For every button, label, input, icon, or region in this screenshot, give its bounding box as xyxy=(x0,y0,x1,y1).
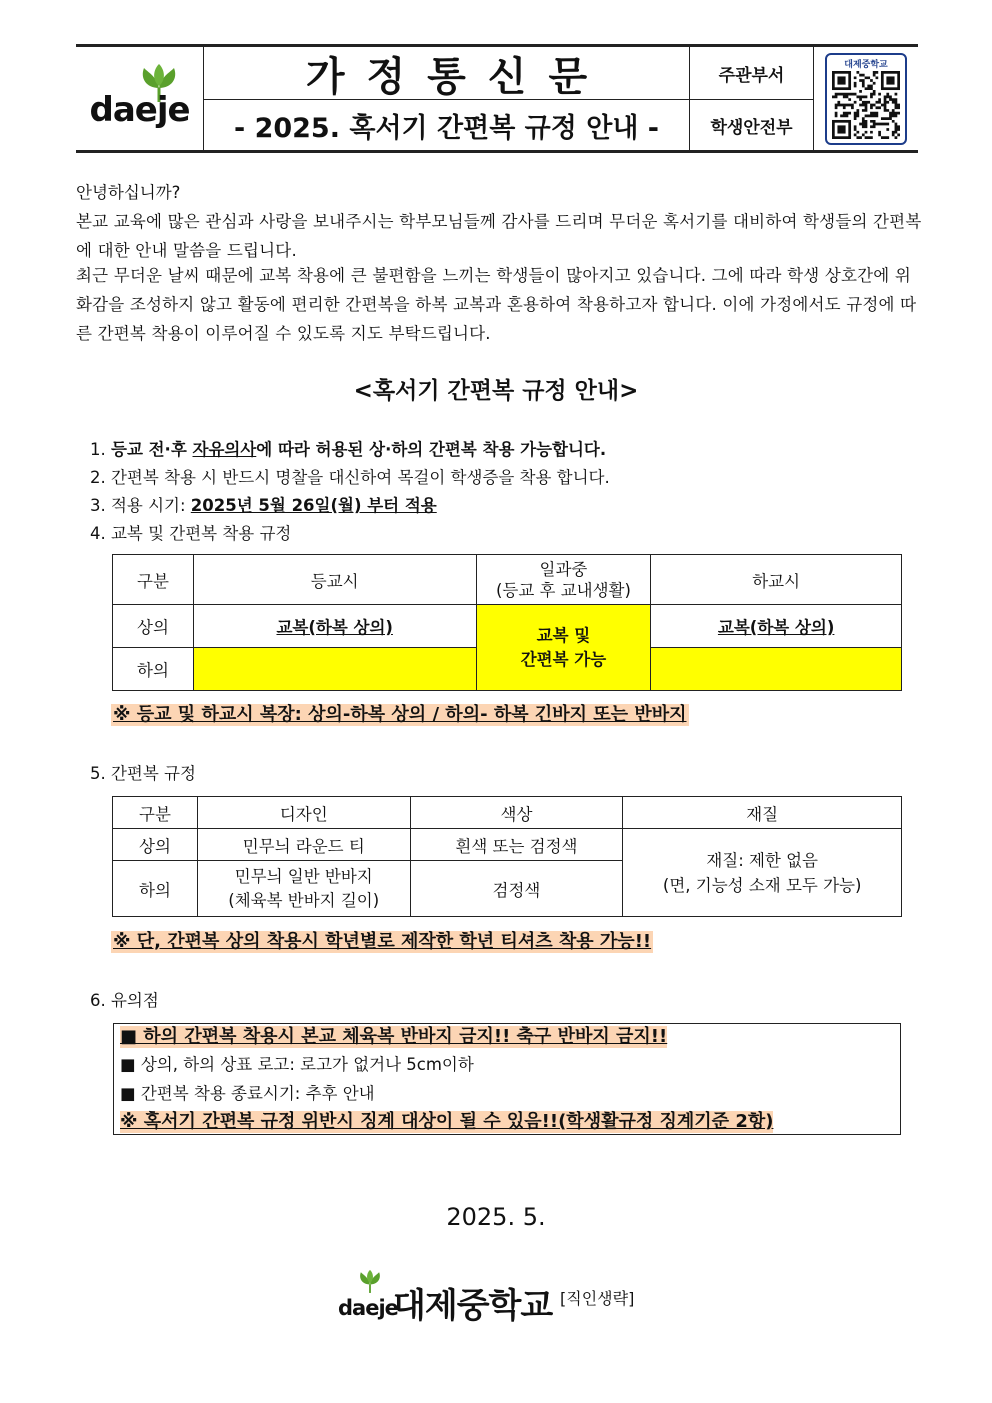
item-5: 5. 간편복 규정 xyxy=(90,764,196,783)
dept-label: 주관부서 xyxy=(690,47,813,100)
qr-frame[interactable] xyxy=(825,53,907,145)
footer-logo xyxy=(338,1268,398,1328)
note-class-tshirt: ※ 단, 간편복 상의 착용시 학년별로 제작한 학년 티셔츠 착용 가능!! xyxy=(113,931,652,952)
t1-day-cell xyxy=(476,605,651,691)
dept-cell xyxy=(690,47,814,150)
qr-finder-1 xyxy=(886,76,894,84)
dept-name: 학생안전부 xyxy=(710,117,793,138)
header xyxy=(76,47,918,150)
qr-code-icon[interactable] xyxy=(832,71,900,139)
t1-header-day xyxy=(476,555,651,605)
footer-signature xyxy=(338,1268,668,1332)
item-3-label: 3. 적용 시기: xyxy=(90,496,191,515)
caution-4: ※ 혹서기 간편복 규정 위반시 징계 대상이 될 수 있음!!(학생활규정 징계기준 2항) xyxy=(120,1111,774,1132)
t2-material-line2: (면, 기능성 소재 모두 가능) xyxy=(662,875,862,895)
item-1-part-b: 자유의사 xyxy=(192,440,257,459)
note-uniform: ※ 등교 및 하교시 복장: 상의-하복 상의 / 하의- 하복 긴바지 또는 반바지 xyxy=(113,704,687,725)
item-1-part-c: 에 따라 허용된 상·하의 간편복 착용 가능합니다. xyxy=(256,440,607,459)
t1-top-arrive: 교복(하복 상의) xyxy=(193,605,476,648)
t1-header-gubun: 구분 xyxy=(113,555,194,605)
t2-bottom-design xyxy=(197,861,410,917)
t1-header-arrive: 등교시 xyxy=(193,555,476,605)
t1-row-top: 상의 xyxy=(113,605,194,648)
footer-ginkgo-leaf-icon xyxy=(356,1268,384,1296)
t1-day-line1: 교복 및 xyxy=(536,625,591,645)
t2-top-color: 흰색 또는 검정색 xyxy=(410,829,623,861)
cautions-box xyxy=(113,1023,901,1135)
school-logo xyxy=(90,64,190,134)
uniform-rule-table xyxy=(112,554,902,691)
t2-bottom-color: 검정색 xyxy=(410,861,623,917)
t2-material-line1: 재질: 제한 없음 xyxy=(706,850,818,870)
section-title: <혹서기 간편복 규정 안내> xyxy=(353,378,639,404)
item-3-date: 2025년 5월 26일(월) 부터 적용 xyxy=(190,496,437,515)
t2-row-bottom: 하의 xyxy=(113,861,198,917)
intro-paragraph-1: 본교 교육에 많은 관심과 사랑을 보내주시는 학부모님들께 감사를 드리며 무더운 혹서기를 대비하여 학생들의 간편복에 대한 안내 말씀을 드립니다. xyxy=(76,212,922,260)
t2-header-design: 디자인 xyxy=(197,797,410,829)
item-2: 2. 간편복 착용 시 반드시 명찰을 대신하여 목걸이 학생증을 착용 합니다. xyxy=(90,468,610,487)
t1-header-leave: 하교시 xyxy=(651,555,902,605)
casual-wear-table xyxy=(112,796,902,917)
header-bottom-rule xyxy=(76,150,918,153)
t1-header-day-line1: 일과중 xyxy=(539,559,588,579)
item-3 xyxy=(90,492,437,520)
t2-bottom-design-line1: 민무늬 일반 반바지 xyxy=(234,866,373,886)
t1-row-bottom: 하의 xyxy=(113,648,194,691)
t1-top-leave: 교복(하복 상의) xyxy=(651,605,902,648)
qr-finder-2 xyxy=(837,125,845,133)
t2-row-top: 상의 xyxy=(113,829,198,861)
logo-text: daeje xyxy=(89,89,190,130)
t1-bottom-leave xyxy=(651,648,902,691)
logo-cell xyxy=(76,47,204,150)
t2-header-material: 재질 xyxy=(623,797,902,829)
t2-top-design: 민무늬 라운드 티 xyxy=(197,829,410,861)
item-1 xyxy=(90,436,606,464)
footer-stamp: [직인생략] xyxy=(560,1289,635,1308)
page-subtitle: - 2025. 혹서기 간편복 규정 안내 - xyxy=(233,112,660,144)
caution-3: ■ 간편복 착용 종료시기: 추후 안내 xyxy=(120,1084,375,1103)
item-6: 6. 유의점 xyxy=(90,991,159,1010)
page-title: 가정통신문 xyxy=(204,47,689,100)
t1-day-line2: 간편복 가능 xyxy=(520,649,607,669)
qr-cell xyxy=(814,47,918,150)
qr-caption: 대제중학교 xyxy=(844,59,888,70)
t2-material-cell xyxy=(623,829,902,917)
intro-paragraph-2: 최근 무더운 날씨 때문에 교복 착용에 큰 불편함을 느끼는 학생들이 많아지고 있습니다. 그에 따라 학생 상호간에 위화감을 조성하지 않고 활동에 편리한 간편복을 하복 교복과 혼용하여 착용하고자 합니다. 이에 가정에서도 규정에 따른 간편복 착용이 이루어질 수 있도록 지도 부탁드립니다. xyxy=(76,266,917,343)
t2-bottom-design-line2: (체육복 반바지 길이) xyxy=(228,890,380,910)
t2-header-color: 색상 xyxy=(410,797,623,829)
footer-logo-text: daeje xyxy=(338,1296,398,1320)
item-1-part-a: 등교 전·후 xyxy=(111,440,193,459)
caution-1: ■ 하의 간편복 착용시 본교 체육복 반바지 금지!! 축구 반바지 금지!! xyxy=(120,1026,668,1047)
footer-school-name: 대제중학교 xyxy=(393,1286,553,1326)
qr-finder-0 xyxy=(837,76,845,84)
title-cell xyxy=(204,47,690,150)
t2-header-gubun: 구분 xyxy=(113,797,198,829)
item-1-number: 1. xyxy=(90,440,106,459)
issue-date: 2025. 5. xyxy=(446,1203,546,1231)
t1-header-day-line2: (등교 후 교내생활) xyxy=(495,580,631,600)
caution-2: ■ 상의, 하의 상표 로고: 로고가 없거나 5cm이하 xyxy=(120,1055,474,1074)
greeting: 안녕하십니까? xyxy=(76,183,181,202)
item-4: 4. 교복 및 간편복 착용 규정 xyxy=(90,524,292,543)
t1-bottom-arrive xyxy=(193,648,476,691)
